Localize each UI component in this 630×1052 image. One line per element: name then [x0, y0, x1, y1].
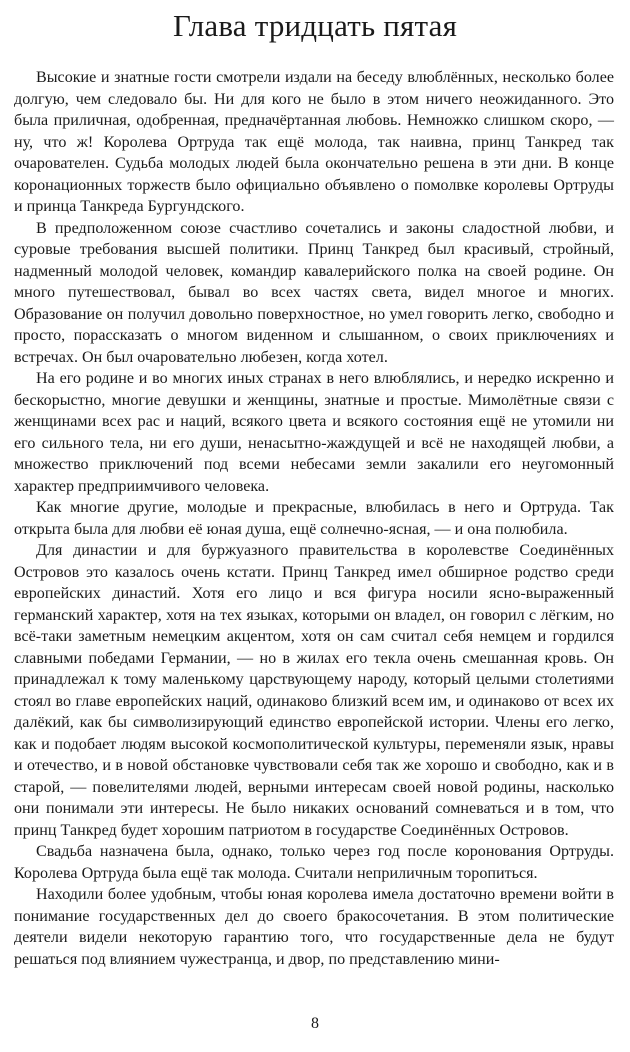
page-number: 8 [311, 1015, 319, 1032]
paragraph: Как многие другие, молодые и прекрасные, влюбилась в него и Ортруда. Так открыта была для любви её юная душа, ещё солнечно-ясная, — и она полюбила. [14, 499, 614, 538]
chapter-title: Глава тридцать пятая [172, 8, 458, 43]
paragraph: Для династии и для буржуазного правительства в королевстве Соединённых Островов это казалось очень кстати. Принц Танкред имел обширное родство среди европейских династий. Хотя его лицо и вся фигура носили ясно-выраженный германский характер, хотя на тех языках, которыми он владел, он говорил с лёгким, но всё-таки заметным немецким акцентом, хотя он сам считал себя немцем и гордился славными победами Германии, — но в жилах его текла очень смешанная кровь. Он принадлежал к тому маленькому царствующему народу, который целыми столетиями стоял во главе европейских наций, одинаково близкий всем им, и одинаково от всех их далёкий, как бы символизирующий единство европейской истории. Члены его легко, как и подобает людям высокой космополитической культуры, переменяли язык, нравы и отечество, и в новой обстановке чувствовали себя так же хорошо и свободно, как и в старой, — повелителями людей, верными интересам своей новой родины, насколько они понимали эти интересы. Не было никаких оснований сомневаться и в том, что принц Танкред будет хорошим патриотом в государстве Соединённых Островов. [14, 542, 614, 839]
paragraph: В предположенном союзе счастливо сочетались и законы сладостной любви, и суровые требования высшей политики. Принц Танкред был красивый, стройный, надменный молодой человек, командир кавалерийского полка на своей родине. Он много путешествовал, бывал во всех частях света, видел многое и многих. Образование он получил довольно поверхностное, но умел говорить легко, свободно и просто, порассказать о многом виденном и слышанном, о своих приключениях и встречах. Он был очаровательно любезен, когда хотел. [14, 219, 614, 366]
paragraph: На его родине и во многих иных странах в него влюблялись, и нередко искренно и бескорыстно, многие девушки и женщины, знатные и простые. Мимолётные связи с женщинами всех рас и наций, всякого цвета и всякого состояния ещё не утомили ни его сильного тела, ни его души, ненасытно-жаждущей и всё не находящей любви, а множество приключений под всеми небесами земли закалили его неугомонный характер предприимчивого человека. [14, 370, 614, 495]
paragraph: Высокие и знатные гости смотрели издали на беседу влюблённых, несколько более долгую, чем следовало бы. Ни для кого не было в этом ничего неожиданного. Это была приличная, одобренная, предначёртанная любовь. Немножко слишком скоро, — ну, что ж! Королева Ортруда так ещё молода, так наивна, принц Танкред так очарователен. Судьба молодых людей была окончательно решена в эти дни. В конце коронационных торжеств было официально объявлено о помолвке королевы Ортруды и принца Танкреда Бургундского. [14, 69, 614, 215]
paragraph: Свадьба назначена была, однако, только через год после коронования Ортруды. Королева Ортруда была ещё так молода. Считали неприличным торопиться. [14, 843, 614, 882]
chapter-body [14, 67, 614, 970]
paragraph: Находили более удобным, чтобы юная королева имела достаточно времени войти в понимание государственных дел до своего бракосочетания. В этом политические деятели видели некоторую гарантию того, что государственные дела не будут решаться под влиянием чужестранца, и двор, по представлению мини- [14, 886, 614, 968]
